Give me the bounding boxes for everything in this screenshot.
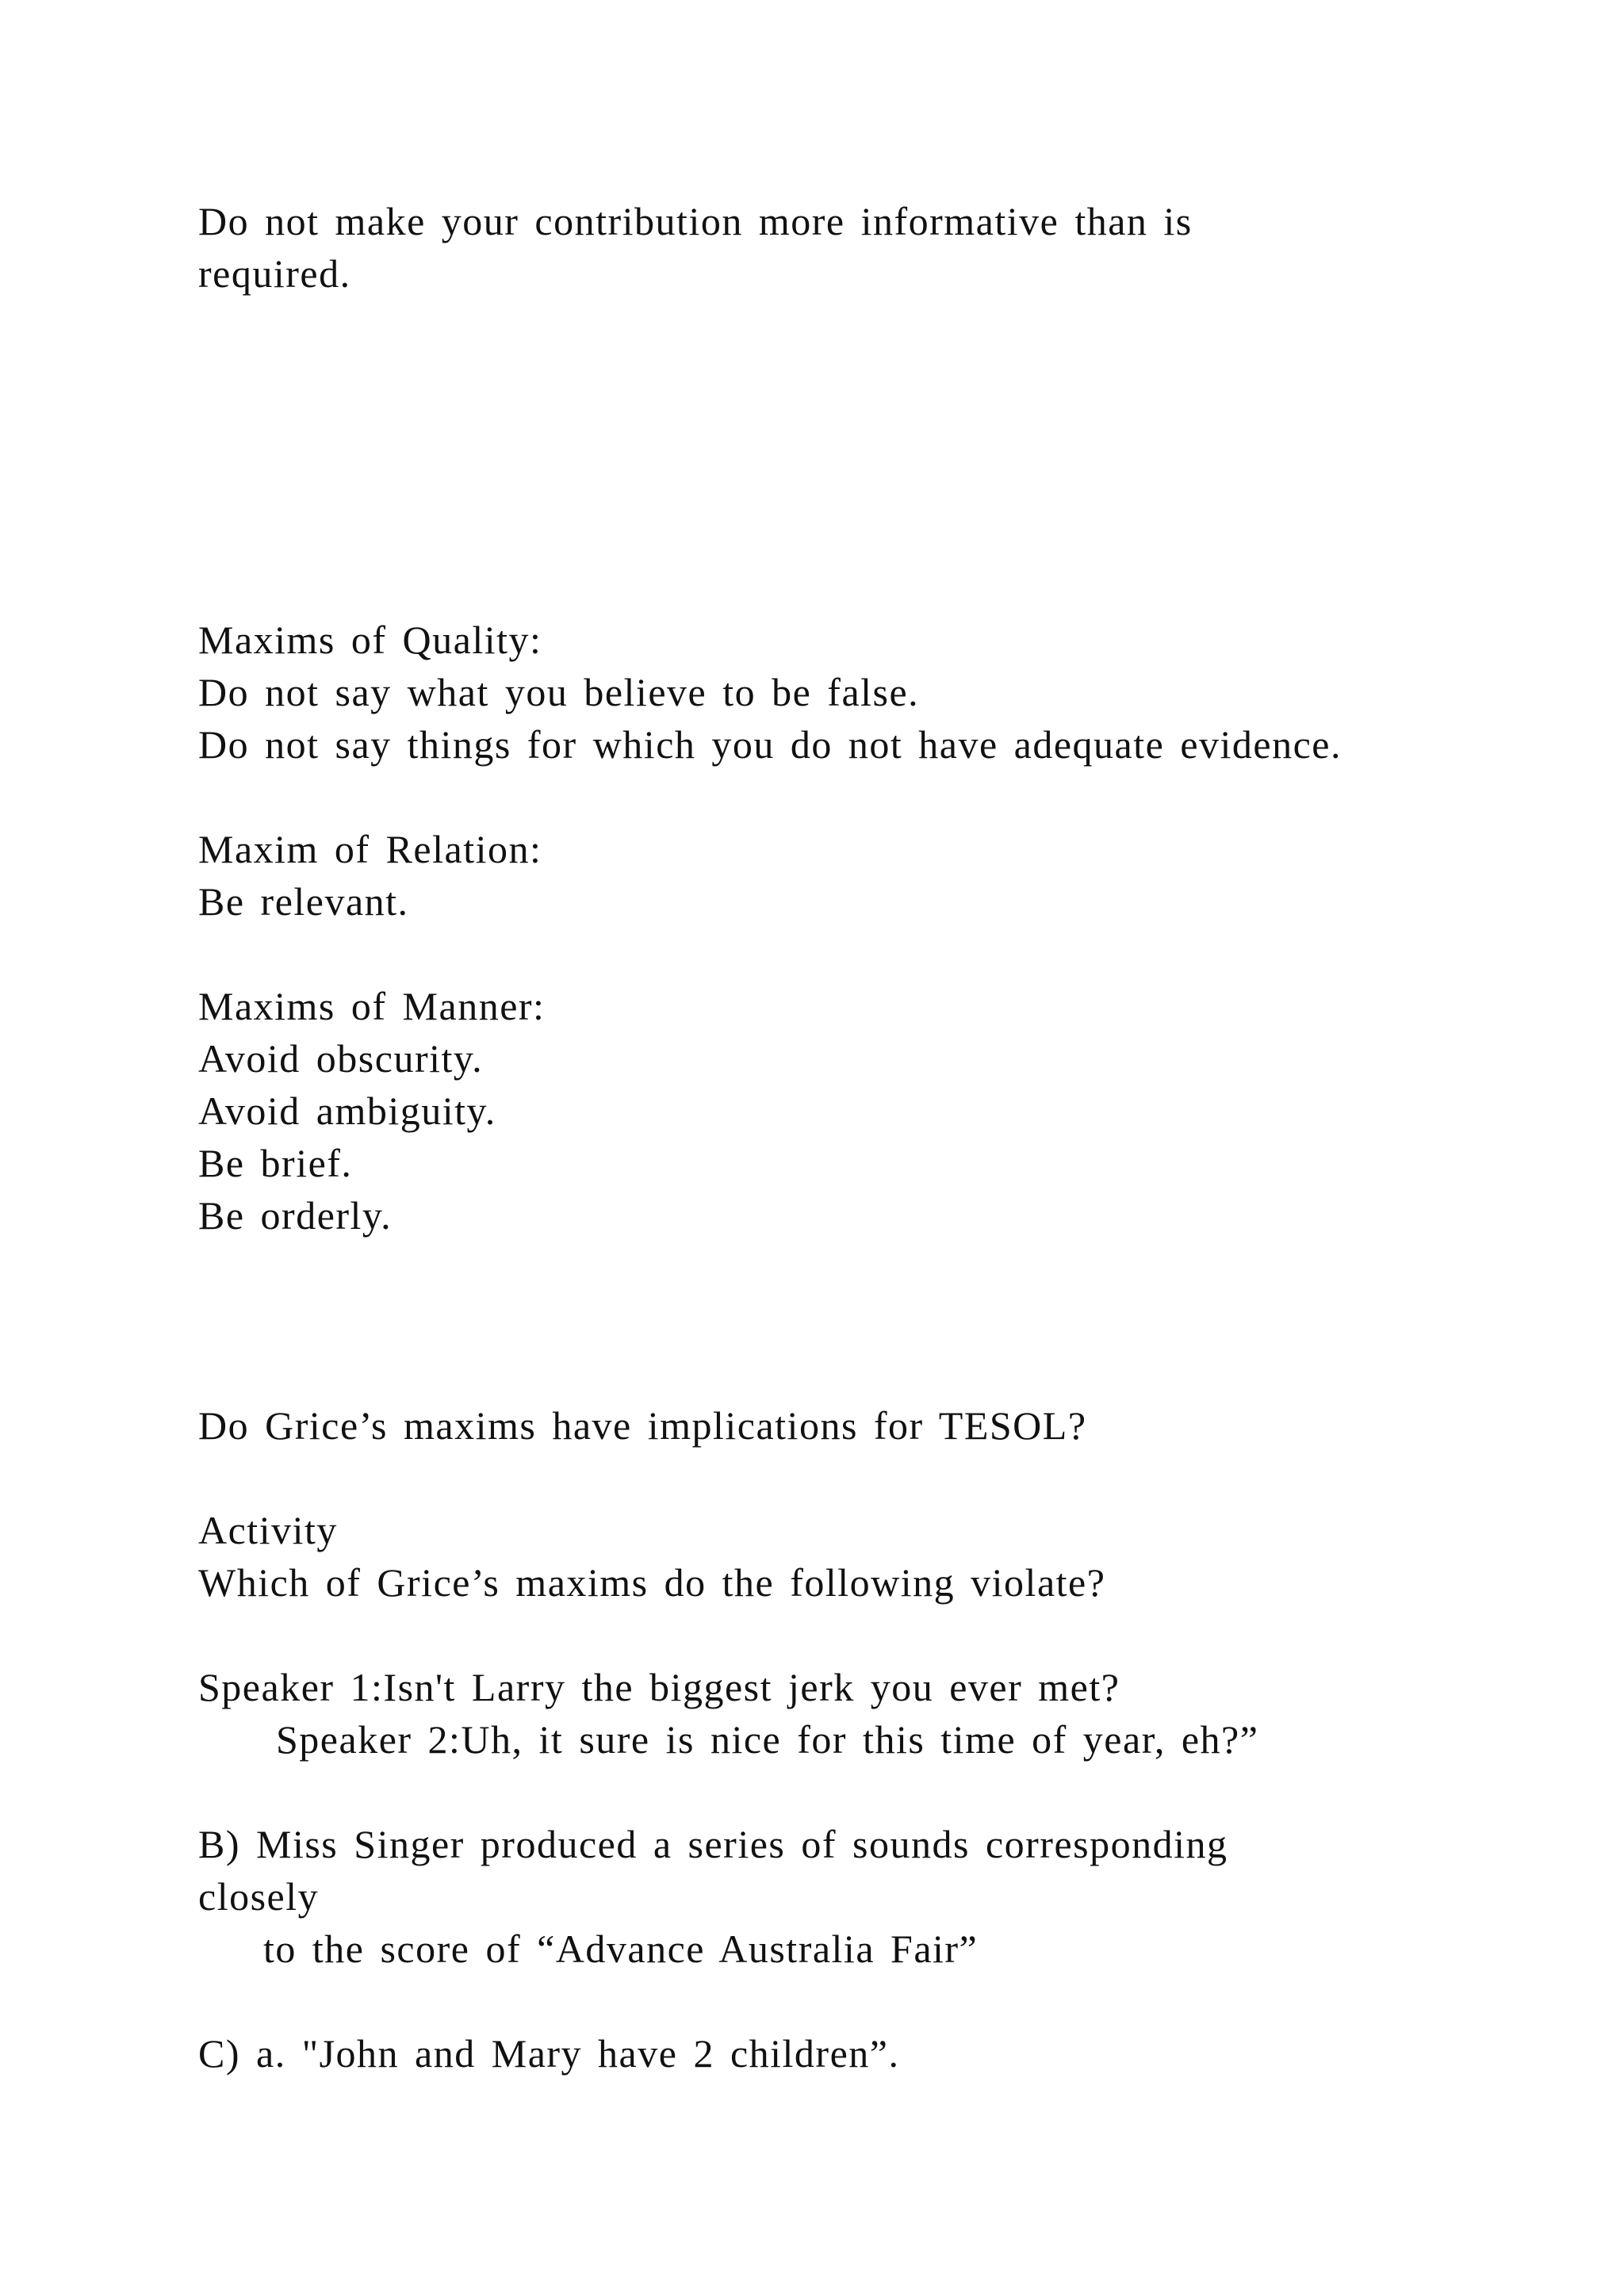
manner-heading: Maxims of Manner:	[198, 984, 546, 1028]
manner-item: Avoid ambiguity.	[198, 1089, 496, 1133]
tesol-question: Do Grice’s maxims have implications for TESOL?	[198, 1403, 1087, 1448]
quality-heading: Maxims of Quality:	[198, 618, 542, 662]
manner-item: Be brief.	[198, 1141, 353, 1185]
relation-item: Be relevant.	[198, 879, 409, 924]
example-b-line-2: closely	[198, 1874, 320, 1919]
manner-item: Be orderly.	[198, 1193, 393, 1238]
example-a-speaker-1: Speaker 1:Isn't Larry the biggest jerk you ever met?	[198, 1665, 1120, 1709]
example-a-speaker-2: Speaker 2:Uh, it sure is nice for this time of year, eh?”	[276, 1717, 1259, 1762]
quality-item: Do not say what you believe to be false.	[198, 670, 920, 714]
example-b-line-3: to the score of “Advance Australia Fair”	[263, 1927, 979, 1971]
manner-item: Avoid obscurity.	[198, 1036, 484, 1081]
intro-line-1: Do not make your contribution more informative than is	[198, 199, 1193, 243]
relation-heading: Maxim of Relation:	[198, 827, 542, 871]
quality-item: Do not say things for which you do not have adequate evidence.	[198, 722, 1342, 767]
example-c-line-1: C) a. "John and Mary have 2 children”.	[198, 2031, 900, 2076]
example-b-line-1: B) Miss Singer produced a series of sounds corresponding	[198, 1822, 1228, 1866]
activity-prompt: Which of Grice’s maxims do the following violate?	[198, 1560, 1106, 1605]
activity-heading: Activity	[198, 1508, 338, 1552]
intro-line-2: required.	[198, 251, 351, 296]
